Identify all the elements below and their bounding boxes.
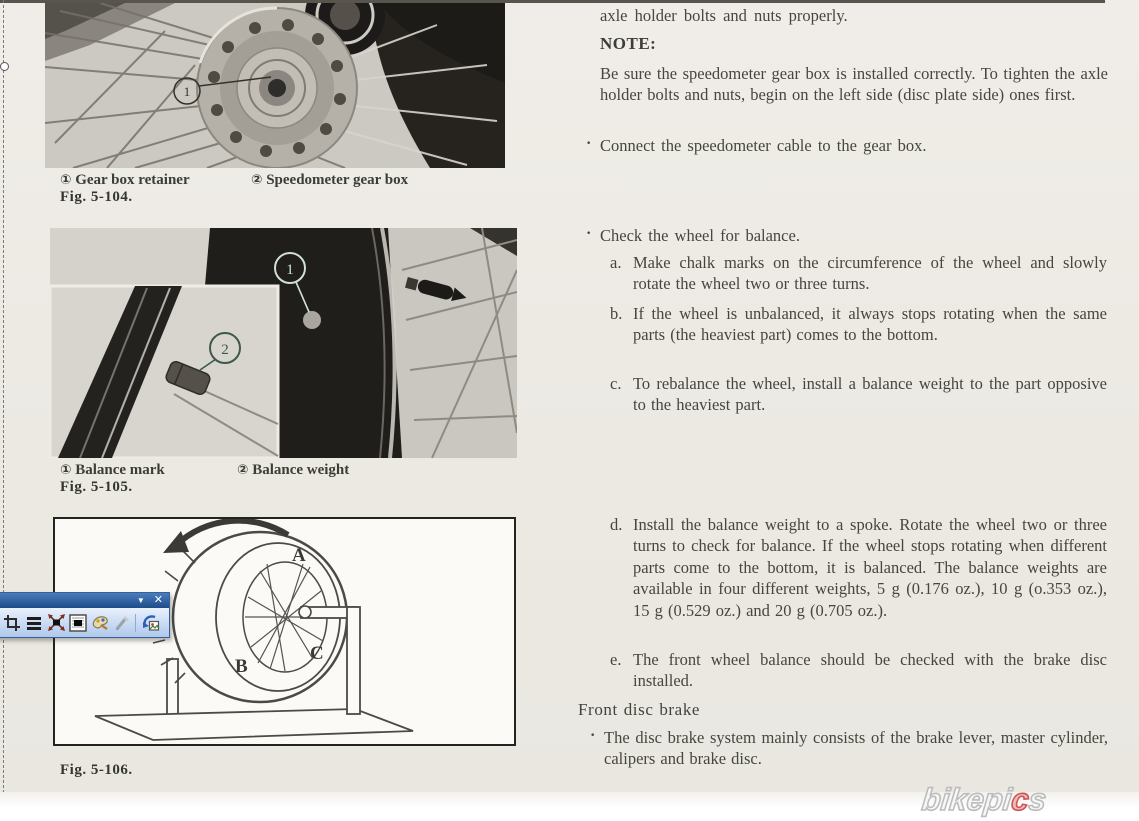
watermark-text-left: bikepi bbox=[920, 782, 1014, 817]
caption-num-1: ① bbox=[60, 462, 72, 478]
note-heading: NOTE: bbox=[600, 34, 657, 53]
reset-picture-button[interactable] bbox=[139, 611, 161, 635]
step-d-label: d. bbox=[610, 515, 623, 534]
caption-label-2: Balance weight bbox=[252, 462, 350, 478]
figure-5-104-caption-2 bbox=[251, 172, 408, 189]
toolbar-separator bbox=[135, 614, 136, 632]
paragraph-axle-holder: axle holder bolts and nuts properly. bbox=[600, 6, 848, 25]
step-a-text: Make chalk marks on the circumference of the wheel and slowly rotate the wheel two or three turns. bbox=[633, 253, 1107, 294]
step-e-text: The front wheel balance should be checked with the brake disc installed. bbox=[633, 650, 1107, 691]
format-picture-button[interactable] bbox=[89, 611, 111, 635]
caption-num-2: ② bbox=[251, 172, 263, 188]
marker-1-number: 1 bbox=[183, 84, 191, 99]
step-c-text: To rebalance the wheel, install a balance weight to the part opposive to the heaviest part. bbox=[633, 374, 1107, 415]
caption-label-1: Gear box retainer bbox=[75, 172, 190, 188]
marker-1-number: 1 bbox=[286, 262, 294, 278]
step-c bbox=[610, 373, 1107, 416]
line-style-icon bbox=[25, 614, 43, 632]
picture-toolbar-titlebar[interactable] bbox=[0, 593, 169, 608]
text-wrapping-icon bbox=[47, 613, 66, 632]
watermark-text-right: s bbox=[1027, 782, 1048, 817]
wheel-balance-photo-illustration bbox=[50, 228, 517, 458]
step-e-label: e. bbox=[610, 650, 622, 669]
caption-label-1: Balance mark bbox=[75, 462, 165, 478]
caption-label-2: Speedometer gear box bbox=[266, 172, 409, 188]
selection-handle[interactable] bbox=[0, 62, 9, 71]
figure-5-105-caption-2 bbox=[237, 462, 349, 479]
reset-picture-icon bbox=[141, 613, 160, 632]
set-transparent-color-icon bbox=[113, 614, 131, 632]
caption-num-1: ① bbox=[60, 172, 72, 188]
format-picture-icon bbox=[91, 613, 110, 632]
drawing-letter-a: A bbox=[292, 545, 306, 566]
line-style-button[interactable] bbox=[23, 611, 45, 635]
text-wrapping-button[interactable] bbox=[45, 611, 67, 635]
step-b-text: If the wheel is unbalanced, it always stops rotating when the same parts (the heaviest part) comes to the bottom. bbox=[633, 304, 1107, 345]
figure-5-105-label: Fig. 5-105. bbox=[60, 479, 133, 495]
crop-button[interactable] bbox=[1, 611, 23, 635]
figure-5-104-photo bbox=[45, 3, 505, 168]
marker-2-number: 2 bbox=[221, 342, 229, 358]
figure-5-105-caption bbox=[60, 462, 165, 479]
picture-toolbar-buttons bbox=[0, 608, 169, 637]
watermark-accent-letter: c bbox=[1009, 782, 1031, 817]
step-a bbox=[610, 252, 1107, 295]
front-disc-brake-heading: Front disc brake bbox=[578, 700, 701, 719]
bullet-check-balance: Check the wheel for balance. bbox=[600, 226, 800, 245]
step-c-label: c. bbox=[610, 374, 622, 393]
toolbar-close-icon[interactable]: ✕ bbox=[153, 594, 163, 606]
step-d bbox=[610, 514, 1107, 621]
caption-num-2: ② bbox=[237, 462, 249, 478]
toolbar-options-arrow-icon[interactable]: ▼ bbox=[136, 595, 145, 605]
figure-5-105-photo bbox=[50, 228, 517, 458]
step-e bbox=[610, 649, 1107, 692]
bullet-disc-brake-system: The disc brake system mainly consists of the brake lever, master cylinder, calipers and brake disc. bbox=[604, 728, 1108, 769]
crop-icon bbox=[3, 614, 21, 632]
drawing-letter-b: B bbox=[235, 656, 248, 677]
figure-5-104-label: Fig. 5-104. bbox=[60, 189, 133, 205]
step-a-label: a. bbox=[610, 253, 622, 272]
set-transparent-color-button[interactable] bbox=[111, 611, 133, 635]
step-d-text: Install the balance weight to a spoke. Rotate the wheel two or three turns to check for balance. If the wheel stops rotating when different parts come to the bottom, it is balanced. The balance weights are available in four different weights, 5 g (0.176 oz.), 10 g (o.353 oz.), 15 g (0.529 oz.) and 20 g (0.705 oz.). bbox=[633, 515, 1107, 620]
behind-text-button[interactable] bbox=[67, 611, 89, 635]
figure-5-106-label: Fig. 5-106. bbox=[60, 762, 133, 778]
behind-text-icon bbox=[69, 614, 87, 632]
step-b bbox=[610, 303, 1107, 346]
bullet-dot: · bbox=[586, 135, 592, 152]
bikepics-watermark bbox=[920, 783, 1048, 817]
step-b-label: b. bbox=[610, 304, 623, 323]
selection-dashed-border bbox=[3, 0, 4, 818]
note-body: Be sure the speedometer gear box is installed correctly. To tighten the axle holder bolts and nuts, begin on the left side (disc plate side) ones first. bbox=[600, 64, 1108, 105]
drawing-letter-c: C bbox=[310, 643, 324, 664]
wheel-hub-photo-illustration bbox=[45, 3, 505, 168]
figure-5-104-caption bbox=[60, 172, 190, 189]
bullet-dot: · bbox=[586, 225, 592, 242]
bullet-dot: · bbox=[590, 727, 596, 744]
picture-toolbar bbox=[0, 592, 170, 638]
bullet-connect-cable: Connect the speedometer cable to the gear box. bbox=[600, 136, 927, 155]
